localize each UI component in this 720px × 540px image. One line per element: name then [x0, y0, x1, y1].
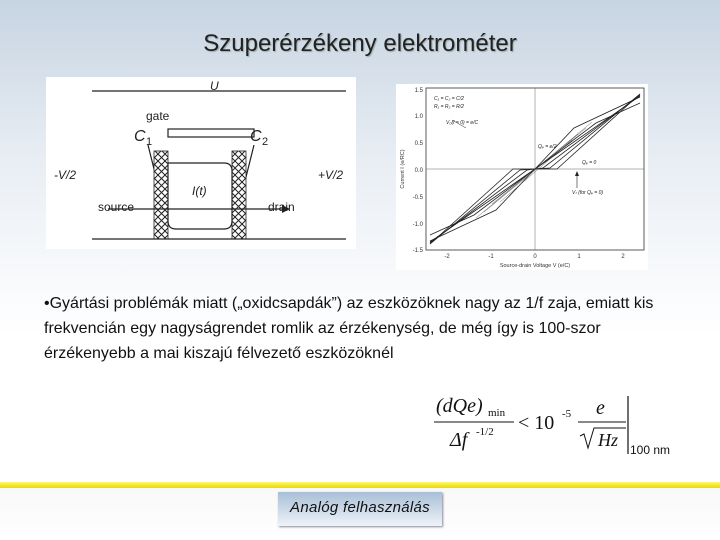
y-axis-label: Current I (e/RC): [400, 149, 406, 189]
c1-label: C: [134, 128, 146, 145]
x-tick-label: 0: [533, 254, 537, 260]
drain-label: drain: [268, 200, 295, 214]
formula-denominator: Δf: [450, 429, 468, 451]
y-tick-label: 0.5: [414, 141, 423, 147]
c2-subscript: 2: [262, 136, 269, 148]
set-circuit-diagram: [46, 77, 356, 249]
formula-unit-numerator: e: [596, 397, 605, 419]
y-tick-label: 0.0: [414, 168, 423, 174]
formula-denominator-sup: -1/2: [476, 426, 494, 438]
source-label: source: [98, 200, 135, 214]
annotation-vt: Vₜ (for Qₑ = 0): [572, 190, 604, 196]
annotation-qe-half: Qₑ = e/2: [538, 144, 557, 150]
sensitivity-formula: [430, 392, 690, 462]
minus-v-label: -V/2: [54, 168, 77, 182]
x-tick-label: 2: [621, 254, 625, 260]
formula-exponent: -5: [562, 408, 572, 420]
y-tick-label: 1.0: [414, 114, 423, 120]
x-tick-label: -2: [444, 254, 450, 260]
junction-barrier-right: [232, 151, 246, 239]
footer-label-box: [278, 492, 442, 526]
legend-line-2: R₁ = R₂ = R/2: [434, 104, 464, 110]
x-tick-label: 1: [577, 254, 581, 260]
legend-line-3: V₀(I = 0) = e/C: [446, 120, 479, 126]
formula-numerator-sub: min: [488, 407, 506, 419]
c2-label: C: [250, 128, 262, 145]
junction-barrier-left: [154, 151, 168, 239]
y-tick-label: 1.5: [414, 88, 423, 94]
iv-characteristic-plot: [396, 84, 648, 270]
y-tick-label: -1.5: [412, 248, 423, 254]
footer-text: Analóg felhasználás: [290, 499, 430, 516]
formula-eval-subscript: 100 nm: [630, 443, 671, 457]
bullet-text: •Gyártási problémák miatt („oxidcsapdák”) az eszközöknek nagy az 1/f zaja, emiatt kis frekvencián egy nagyságrendet romlik az érzékenység, de még így is 100-szor érzékenyebb a mai kiszajú félvezető eszközöknél: [44, 295, 654, 362]
c1-subscript: 1: [146, 136, 153, 148]
formula-numerator: (dQe): [436, 395, 483, 417]
y-tick-label: -1.0: [412, 222, 423, 228]
current-label: I(t): [192, 184, 207, 198]
x-axis-label: Source-drain Voltage V (e/C): [499, 263, 571, 269]
u-label: U: [210, 79, 219, 93]
gate-label: gate: [146, 109, 170, 123]
annotation-qe-zero: Qₑ = 0: [582, 160, 597, 166]
x-tick-label: -1: [488, 254, 494, 260]
legend-line-1: C₁ = C₂ = C/2: [434, 96, 464, 102]
plus-v-label: +V/2: [318, 168, 344, 182]
formula-unit-denominator: Hz: [598, 430, 619, 450]
formula-comparator: < 10: [518, 412, 555, 434]
slide-title: Szuperérzékeny elektrométer: [203, 30, 517, 57]
gate-plate: [168, 129, 254, 137]
y-tick-label: -0.5: [412, 195, 423, 201]
